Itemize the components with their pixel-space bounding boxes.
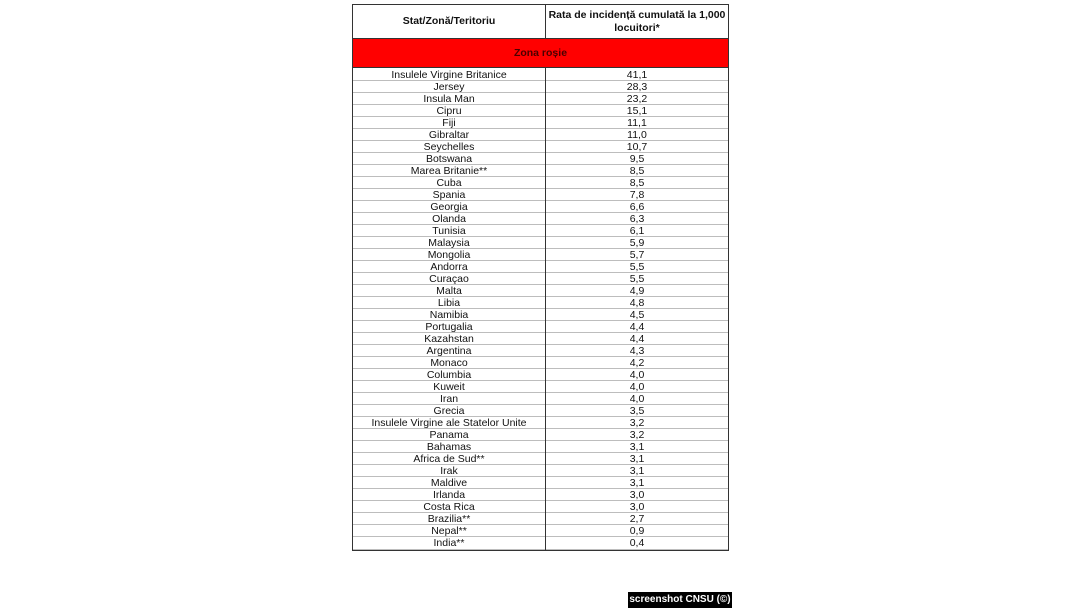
country-cell: Insulele Virgine Britanice	[353, 68, 546, 82]
table-row	[353, 201, 729, 213]
rate-cell: 4,8	[546, 297, 729, 309]
table-row	[353, 477, 729, 489]
rate-cell: 28,3	[546, 81, 729, 93]
rate-cell: 4,9	[546, 285, 729, 297]
country-cell: Insulele Virgine ale Statelor Unite	[353, 417, 546, 429]
table-row	[353, 273, 729, 285]
table-row	[353, 237, 729, 249]
rate-cell: 4,4	[546, 321, 729, 333]
table-header-row	[353, 5, 729, 39]
rate-cell: 41,1	[546, 68, 729, 82]
rate-cell: 3,1	[546, 465, 729, 477]
rate-cell: 4,4	[546, 333, 729, 345]
rate-cell: 6,3	[546, 213, 729, 225]
table-row	[353, 333, 729, 345]
table-row	[353, 393, 729, 405]
table-row	[353, 225, 729, 237]
country-cell: Brazilia**	[353, 513, 546, 525]
country-cell: Portugalia	[353, 321, 546, 333]
rate-cell: 0,9	[546, 525, 729, 537]
table-row	[353, 165, 729, 177]
table-row	[353, 525, 729, 537]
table-row	[353, 537, 729, 551]
table-row	[353, 261, 729, 273]
country-cell: Monaco	[353, 357, 546, 369]
image-credit: screenshot CNSU (©)	[628, 592, 732, 608]
country-cell: Marea Britanie**	[353, 165, 546, 177]
country-cell: Tunisia	[353, 225, 546, 237]
table-row	[353, 68, 729, 82]
country-cell: Olanda	[353, 213, 546, 225]
country-cell: Andorra	[353, 261, 546, 273]
rate-cell: 4,0	[546, 369, 729, 381]
country-cell: Namibia	[353, 309, 546, 321]
table-row	[353, 285, 729, 297]
country-cell: Panama	[353, 429, 546, 441]
table-row	[353, 117, 729, 129]
country-cell: Irak	[353, 465, 546, 477]
table-row	[353, 357, 729, 369]
rate-cell: 15,1	[546, 105, 729, 117]
rate-cell: 3,1	[546, 441, 729, 453]
rate-cell: 11,1	[546, 117, 729, 129]
country-cell: Curaçao	[353, 273, 546, 285]
rate-cell: 5,7	[546, 249, 729, 261]
rate-cell: 23,2	[546, 93, 729, 105]
rate-cell: 8,5	[546, 177, 729, 189]
table-row	[353, 249, 729, 261]
country-cell: Libia	[353, 297, 546, 309]
country-cell: India**	[353, 537, 546, 551]
country-cell: Iran	[353, 393, 546, 405]
table-row	[353, 369, 729, 381]
table-row	[353, 189, 729, 201]
rate-cell: 6,1	[546, 225, 729, 237]
country-cell: Seychelles	[353, 141, 546, 153]
country-cell: Cuba	[353, 177, 546, 189]
table-row	[353, 417, 729, 429]
country-cell: Costa Rica	[353, 501, 546, 513]
country-cell: Botswana	[353, 153, 546, 165]
country-cell: Argentina	[353, 345, 546, 357]
header-country: Stat/Zonă/Teritoriu	[353, 5, 546, 39]
table-body	[353, 68, 729, 551]
country-cell: Insula Man	[353, 93, 546, 105]
table-row	[353, 453, 729, 465]
table-row	[353, 81, 729, 93]
rate-cell: 10,7	[546, 141, 729, 153]
table-row	[353, 213, 729, 225]
zone-label: Zona roșie	[353, 39, 729, 68]
table-row	[353, 465, 729, 477]
country-cell: Georgia	[353, 201, 546, 213]
table-row	[353, 441, 729, 453]
rate-cell: 6,6	[546, 201, 729, 213]
table-row	[353, 489, 729, 501]
country-cell: Malaysia	[353, 237, 546, 249]
table-row	[353, 501, 729, 513]
country-cell: Gibraltar	[353, 129, 546, 141]
rate-cell: 2,7	[546, 513, 729, 525]
table-row	[353, 345, 729, 357]
table-row	[353, 321, 729, 333]
rate-cell: 3,2	[546, 429, 729, 441]
rate-cell: 11,0	[546, 129, 729, 141]
rate-cell: 4,0	[546, 393, 729, 405]
table-row	[353, 429, 729, 441]
rate-cell: 5,5	[546, 261, 729, 273]
table-row	[353, 93, 729, 105]
rate-cell: 3,0	[546, 501, 729, 513]
table-row	[353, 105, 729, 117]
country-cell: Africa de Sud**	[353, 453, 546, 465]
table-row	[353, 309, 729, 321]
country-cell: Grecia	[353, 405, 546, 417]
rate-cell: 5,5	[546, 273, 729, 285]
rate-cell: 3,2	[546, 417, 729, 429]
country-cell: Spania	[353, 189, 546, 201]
table-row	[353, 153, 729, 165]
country-cell: Columbia	[353, 369, 546, 381]
header-rate: Rata de incidență cumulată la 1,000 locuitori*	[546, 5, 729, 39]
table-row	[353, 381, 729, 393]
table-row	[353, 297, 729, 309]
country-cell: Kuweit	[353, 381, 546, 393]
rate-cell: 4,5	[546, 309, 729, 321]
incidence-table	[352, 4, 729, 551]
rate-cell: 9,5	[546, 153, 729, 165]
country-cell: Bahamas	[353, 441, 546, 453]
rate-cell: 3,1	[546, 477, 729, 489]
rate-cell: 3,0	[546, 489, 729, 501]
table-row	[353, 513, 729, 525]
rate-cell: 5,9	[546, 237, 729, 249]
country-cell: Irlanda	[353, 489, 546, 501]
zone-row	[353, 39, 729, 68]
rate-cell: 3,5	[546, 405, 729, 417]
country-cell: Jersey	[353, 81, 546, 93]
country-cell: Fiji	[353, 117, 546, 129]
table-row	[353, 141, 729, 153]
table-row	[353, 405, 729, 417]
rate-cell: 4,0	[546, 381, 729, 393]
country-cell: Nepal**	[353, 525, 546, 537]
rate-cell: 4,2	[546, 357, 729, 369]
country-cell: Mongolia	[353, 249, 546, 261]
table-row	[353, 177, 729, 189]
country-cell: Cipru	[353, 105, 546, 117]
rate-cell: 8,5	[546, 165, 729, 177]
rate-cell: 3,1	[546, 453, 729, 465]
rate-cell: 0,4	[546, 537, 729, 551]
country-cell: Kazahstan	[353, 333, 546, 345]
rate-cell: 4,3	[546, 345, 729, 357]
country-cell: Maldive	[353, 477, 546, 489]
table-row	[353, 129, 729, 141]
rate-cell: 7,8	[546, 189, 729, 201]
country-cell: Malta	[353, 285, 546, 297]
